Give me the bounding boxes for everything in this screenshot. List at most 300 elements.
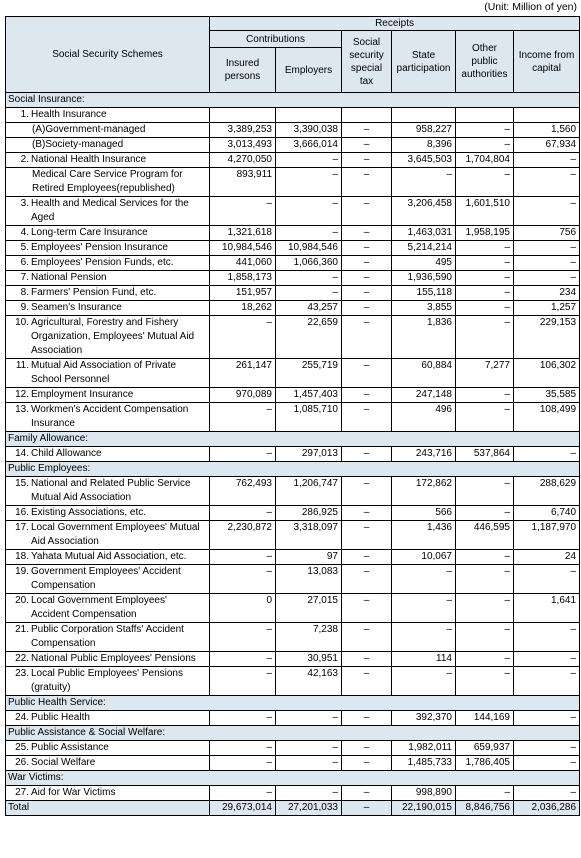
unit-note: (Unit: Million of yen) [484, 1, 577, 13]
value-cell: – [210, 786, 276, 801]
value-cell: – [342, 256, 392, 271]
scheme-label: (B)Society-managed [32, 139, 124, 150]
value-cell: – [342, 565, 392, 594]
value-cell: – [392, 623, 456, 652]
header-state: State participation [392, 31, 456, 93]
scheme-label: National Public Employees' Pensions [31, 653, 196, 664]
value-cell: 172,862 [392, 477, 456, 506]
section-label: Public Health Service: [6, 696, 580, 711]
table-row [6, 123, 580, 138]
section-row [6, 93, 580, 108]
value-cell: – [342, 241, 392, 256]
value-cell [456, 108, 514, 123]
value-cell: 1,257 [514, 301, 580, 316]
value-cell: 35,585 [514, 388, 580, 403]
value-cell: – [342, 550, 392, 565]
scheme-label: Aid for War Victims [31, 787, 116, 798]
value-cell: – [456, 594, 514, 623]
scheme-name [6, 521, 210, 550]
section-row [6, 726, 580, 741]
table-row [6, 388, 580, 403]
value-cell: – [456, 286, 514, 301]
value-cell: 13,083 [276, 565, 342, 594]
value-cell: 1,066,360 [276, 256, 342, 271]
value-cell: 1,485,733 [392, 756, 456, 771]
value-cell: – [342, 316, 392, 359]
scheme-label: Local Government Employees' Accident Compensation [31, 595, 167, 620]
value-cell: – [210, 623, 276, 652]
table-row [6, 594, 580, 623]
value-cell: 10,984,546 [210, 241, 276, 256]
header-insured: Insured persons [210, 48, 276, 93]
value-cell: – [514, 241, 580, 256]
value-cell: 537,864 [456, 447, 514, 462]
table-row [6, 741, 580, 756]
value-cell [342, 108, 392, 123]
value-cell: – [342, 667, 392, 696]
table-row [6, 359, 580, 388]
value-cell: 7,238 [276, 623, 342, 652]
value-cell: – [342, 286, 392, 301]
value-cell: 1,958,195 [456, 226, 514, 241]
value-cell: 42,163 [276, 667, 342, 696]
scheme-number: 11. [15, 360, 29, 371]
value-cell: 1,560 [514, 123, 580, 138]
receipts-table [5, 16, 580, 816]
value-cell: 247,148 [392, 388, 456, 403]
value-cell: – [456, 256, 514, 271]
scheme-label: Public Corporation Staffs' Accident Compensation [31, 624, 184, 649]
value-cell: 29,673,014 [210, 801, 276, 816]
value-cell: 1,704,804 [456, 153, 514, 168]
header-receipts: Receipts [210, 17, 580, 31]
scheme-number: 8. [20, 287, 29, 298]
scheme-number: 19. [15, 566, 29, 577]
scheme-name [6, 741, 210, 756]
value-cell: – [392, 565, 456, 594]
value-cell: – [514, 447, 580, 462]
value-cell: – [342, 197, 392, 226]
table-row [6, 756, 580, 771]
value-cell: 446,595 [456, 521, 514, 550]
value-cell: 43,257 [276, 301, 342, 316]
table-row [6, 168, 580, 197]
value-cell: 8,396 [392, 138, 456, 153]
value-cell: 255,719 [276, 359, 342, 388]
header-other: Other public authorities [456, 31, 514, 93]
value-cell: – [342, 801, 392, 816]
value-cell: – [342, 168, 392, 197]
value-cell: – [342, 786, 392, 801]
value-cell: – [456, 623, 514, 652]
value-cell: – [210, 197, 276, 226]
value-cell: – [276, 226, 342, 241]
value-cell: 893,911 [210, 168, 276, 197]
scheme-number: 14. [15, 448, 29, 459]
scheme-label: Local Government Employees' Mutual Aid Association [31, 522, 200, 547]
scheme-label: Health and Medical Services for the Aged [31, 198, 189, 223]
value-cell: – [210, 667, 276, 696]
scheme-name [6, 477, 210, 506]
value-cell: – [456, 301, 514, 316]
scheme-label: Yahata Mutual Aid Association, etc. [31, 551, 187, 562]
value-cell: 22,190,015 [392, 801, 456, 816]
value-cell: – [276, 286, 342, 301]
value-cell: – [210, 316, 276, 359]
scheme-number: 6. [20, 257, 29, 268]
section-label: Public Assistance & Social Welfare: [6, 726, 580, 741]
scheme-label: Long-term Care Insurance [31, 227, 148, 238]
value-cell: 18,262 [210, 301, 276, 316]
scheme-name [6, 388, 210, 403]
value-cell: – [342, 756, 392, 771]
value-cell: – [210, 711, 276, 726]
value-cell: 1,858,173 [210, 271, 276, 286]
value-cell: 958,227 [392, 123, 456, 138]
value-cell: 297,013 [276, 447, 342, 462]
value-cell: 1,085,710 [276, 403, 342, 432]
value-cell: – [456, 565, 514, 594]
value-cell [392, 108, 456, 123]
table-body [6, 93, 580, 816]
value-cell: 288,629 [514, 477, 580, 506]
value-cell: 2,036,286 [514, 801, 580, 816]
value-cell: – [342, 359, 392, 388]
header-scheme: Social Security Schemes [6, 17, 210, 93]
scheme-name [6, 550, 210, 565]
value-cell: 4,270,050 [210, 153, 276, 168]
scheme-number: 4. [20, 227, 29, 238]
scheme-name [6, 359, 210, 388]
scheme-number: 9. [20, 302, 29, 313]
scheme-number: 20. [15, 595, 29, 606]
value-cell: – [342, 506, 392, 521]
scheme-name [6, 153, 210, 168]
scheme-number: 22. [15, 653, 29, 664]
value-cell: 243,716 [392, 447, 456, 462]
value-cell: – [342, 521, 392, 550]
scheme-name [6, 667, 210, 696]
table-row [6, 711, 580, 726]
scheme-label: Employees' Pension Insurance [31, 242, 168, 253]
value-cell: 1,463,031 [392, 226, 456, 241]
value-cell: – [456, 477, 514, 506]
table-row [6, 477, 580, 506]
scheme-label: Government Employees' Accident Compensation [31, 566, 181, 591]
value-cell: – [514, 711, 580, 726]
value-cell: – [210, 756, 276, 771]
value-cell [210, 108, 276, 123]
value-cell: 261,147 [210, 359, 276, 388]
section-row [6, 462, 580, 477]
value-cell: 5,214,214 [392, 241, 456, 256]
value-cell: 22,659 [276, 316, 342, 359]
value-cell: – [276, 741, 342, 756]
value-cell: – [456, 550, 514, 565]
value-cell: 24 [514, 550, 580, 565]
value-cell: 27,201,033 [276, 801, 342, 816]
value-cell: – [456, 123, 514, 138]
value-cell: 151,957 [210, 286, 276, 301]
scheme-label: Workmen's Accident Compensation Insurance [31, 404, 189, 429]
value-cell: – [210, 652, 276, 667]
value-cell: – [342, 226, 392, 241]
scheme-number: 7. [20, 272, 29, 283]
value-cell: – [514, 168, 580, 197]
table-row [6, 652, 580, 667]
value-cell: – [456, 667, 514, 696]
scheme-number: 12. [15, 389, 29, 400]
value-cell: 7,277 [456, 359, 514, 388]
value-cell: 10,067 [392, 550, 456, 565]
scheme-name [6, 108, 210, 123]
value-cell: 286,925 [276, 506, 342, 521]
header-capital: Income from capital [514, 31, 580, 93]
value-cell: 1,321,618 [210, 226, 276, 241]
scheme-name [6, 652, 210, 667]
table-row [6, 138, 580, 153]
value-cell: – [210, 403, 276, 432]
value-cell: 762,493 [210, 477, 276, 506]
value-cell: 1,936,590 [392, 271, 456, 286]
scheme-label: National Health Insurance [31, 154, 147, 165]
value-cell: 441,060 [210, 256, 276, 271]
value-cell: – [456, 138, 514, 153]
scheme-label: Medical Care Service Program for Retired Employees(republished) [32, 169, 183, 194]
scheme-number: 15. [15, 478, 29, 489]
value-cell: 3,666,014 [276, 138, 342, 153]
value-cell: – [456, 403, 514, 432]
scheme-name [6, 756, 210, 771]
scheme-label: Mutual Aid Association of Private School Personnel [31, 360, 177, 385]
scheme-name [6, 623, 210, 652]
value-cell: 998,890 [392, 786, 456, 801]
value-cell: 1,836 [392, 316, 456, 359]
scheme-label: Public Health [31, 712, 90, 723]
value-cell: 144,169 [456, 711, 514, 726]
value-cell: – [456, 271, 514, 286]
value-cell: 495 [392, 256, 456, 271]
value-cell: 1,436 [392, 521, 456, 550]
value-cell: – [514, 623, 580, 652]
value-cell: 67,934 [514, 138, 580, 153]
value-cell: – [342, 153, 392, 168]
value-cell: – [276, 756, 342, 771]
header-employers: Employers [276, 48, 342, 93]
value-cell: – [342, 138, 392, 153]
scheme-name [6, 447, 210, 462]
value-cell: 3,206,458 [392, 197, 456, 226]
scheme-name [6, 594, 210, 623]
value-cell: 0 [210, 594, 276, 623]
value-cell: – [456, 168, 514, 197]
value-cell: 3,318,097 [276, 521, 342, 550]
scheme-number: 16. [15, 507, 29, 518]
table-row [6, 241, 580, 256]
value-cell: – [456, 652, 514, 667]
value-cell: – [342, 623, 392, 652]
value-cell: 114 [392, 652, 456, 667]
scheme-name [6, 138, 210, 153]
value-cell: – [342, 301, 392, 316]
value-cell: – [514, 756, 580, 771]
value-cell: – [514, 256, 580, 271]
value-cell: – [342, 477, 392, 506]
value-cell: 30,951 [276, 652, 342, 667]
value-cell: – [210, 565, 276, 594]
value-cell: – [342, 711, 392, 726]
value-cell: 392,370 [392, 711, 456, 726]
table-row [6, 786, 580, 801]
value-cell: 3,390,038 [276, 123, 342, 138]
scheme-name [6, 241, 210, 256]
value-cell: 97 [276, 550, 342, 565]
scheme-number: 25. [15, 742, 29, 753]
scheme-label: Social Welfare [31, 757, 96, 768]
value-cell: – [456, 316, 514, 359]
scheme-name [6, 226, 210, 241]
scheme-name [6, 711, 210, 726]
scheme-name [6, 197, 210, 226]
scheme-name [6, 801, 210, 816]
value-cell: 1,601,510 [456, 197, 514, 226]
scheme-label: Farmers' Pension Fund, etc. [31, 287, 157, 298]
scheme-label: Existing Associations, etc. [31, 507, 147, 518]
value-cell: 1,206,747 [276, 477, 342, 506]
scheme-name [6, 316, 210, 359]
scheme-name [6, 286, 210, 301]
value-cell: – [342, 594, 392, 623]
table-row [6, 506, 580, 521]
value-cell: 60,884 [392, 359, 456, 388]
value-cell: – [392, 168, 456, 197]
value-cell: 3,013,493 [210, 138, 276, 153]
table-row [6, 197, 580, 226]
scheme-number: 21. [15, 624, 29, 635]
value-cell: – [210, 550, 276, 565]
value-cell: 108,499 [514, 403, 580, 432]
section-label: Public Employees: [6, 462, 580, 477]
header-special-tax: Social security special tax [342, 31, 392, 93]
value-cell: 27,015 [276, 594, 342, 623]
table-row [6, 256, 580, 271]
value-cell: – [514, 667, 580, 696]
value-cell: – [456, 388, 514, 403]
scheme-name [6, 168, 210, 197]
value-cell [276, 108, 342, 123]
value-cell: 1,786,405 [456, 756, 514, 771]
value-cell: – [392, 667, 456, 696]
value-cell: – [514, 197, 580, 226]
table-row [6, 667, 580, 696]
section-label: War Victims: [6, 771, 580, 786]
scheme-name [6, 506, 210, 521]
table-row [6, 447, 580, 462]
value-cell: – [276, 197, 342, 226]
value-cell: – [342, 271, 392, 286]
table-row [6, 226, 580, 241]
value-cell: 566 [392, 506, 456, 521]
table-row [6, 271, 580, 286]
value-cell: 756 [514, 226, 580, 241]
scheme-label: Child Allowance [31, 448, 102, 459]
value-cell: – [514, 565, 580, 594]
table-row [6, 521, 580, 550]
value-cell: – [392, 594, 456, 623]
scheme-number: 18. [15, 551, 29, 562]
scheme-name [6, 565, 210, 594]
scheme-label: Local Public Employees' Pensions (gratuity) [31, 668, 183, 693]
value-cell: 106,302 [514, 359, 580, 388]
value-cell: 3,645,503 [392, 153, 456, 168]
value-cell: – [456, 786, 514, 801]
value-cell: 659,937 [456, 741, 514, 756]
scheme-name [6, 271, 210, 286]
table-row [6, 286, 580, 301]
table-row [6, 565, 580, 594]
scheme-label: National Pension [31, 272, 107, 283]
scheme-name [6, 301, 210, 316]
value-cell [514, 108, 580, 123]
scheme-label: Employees' Pension Funds, etc. [31, 257, 174, 268]
scheme-number: 5. [20, 242, 29, 253]
scheme-number: 10. [15, 317, 29, 328]
total-row [6, 801, 580, 816]
value-cell: – [456, 241, 514, 256]
value-cell: 1,641 [514, 594, 580, 623]
value-cell: – [342, 652, 392, 667]
value-cell: – [514, 786, 580, 801]
value-cell: – [276, 711, 342, 726]
header-contributions: Contributions [210, 31, 342, 48]
value-cell: – [210, 741, 276, 756]
table-row [6, 623, 580, 652]
scheme-label: Agricultural, Forestry and Fishery Organization, Employees' Mutual Aid Association [31, 317, 195, 356]
section-row [6, 696, 580, 711]
value-cell: 496 [392, 403, 456, 432]
table-row [6, 108, 580, 123]
value-cell: – [342, 388, 392, 403]
value-cell: – [276, 168, 342, 197]
scheme-number: 27. [15, 787, 29, 798]
scheme-number: 23. [15, 668, 29, 679]
scheme-label: Health Insurance [31, 109, 107, 120]
value-cell: – [342, 403, 392, 432]
value-cell: – [342, 123, 392, 138]
section-label: Family Allowance: [6, 432, 580, 447]
value-cell: – [342, 741, 392, 756]
value-cell: – [514, 652, 580, 667]
scheme-label: Employment Insurance [31, 389, 134, 400]
scheme-number: 13. [15, 404, 29, 415]
scheme-name [6, 123, 210, 138]
value-cell: 3,855 [392, 301, 456, 316]
table-row [6, 403, 580, 432]
value-cell: 1,457,403 [276, 388, 342, 403]
scheme-number: 3. [20, 198, 29, 209]
value-cell: 229,153 [514, 316, 580, 359]
value-cell: – [276, 271, 342, 286]
scheme-number: 1. [20, 109, 29, 120]
scheme-number: 17. [15, 522, 29, 533]
value-cell: – [514, 741, 580, 756]
table-row [6, 550, 580, 565]
scheme-name [6, 256, 210, 271]
value-cell: – [210, 506, 276, 521]
section-label: Social Insurance: [6, 93, 580, 108]
value-cell: 1,187,970 [514, 521, 580, 550]
table-row [6, 153, 580, 168]
